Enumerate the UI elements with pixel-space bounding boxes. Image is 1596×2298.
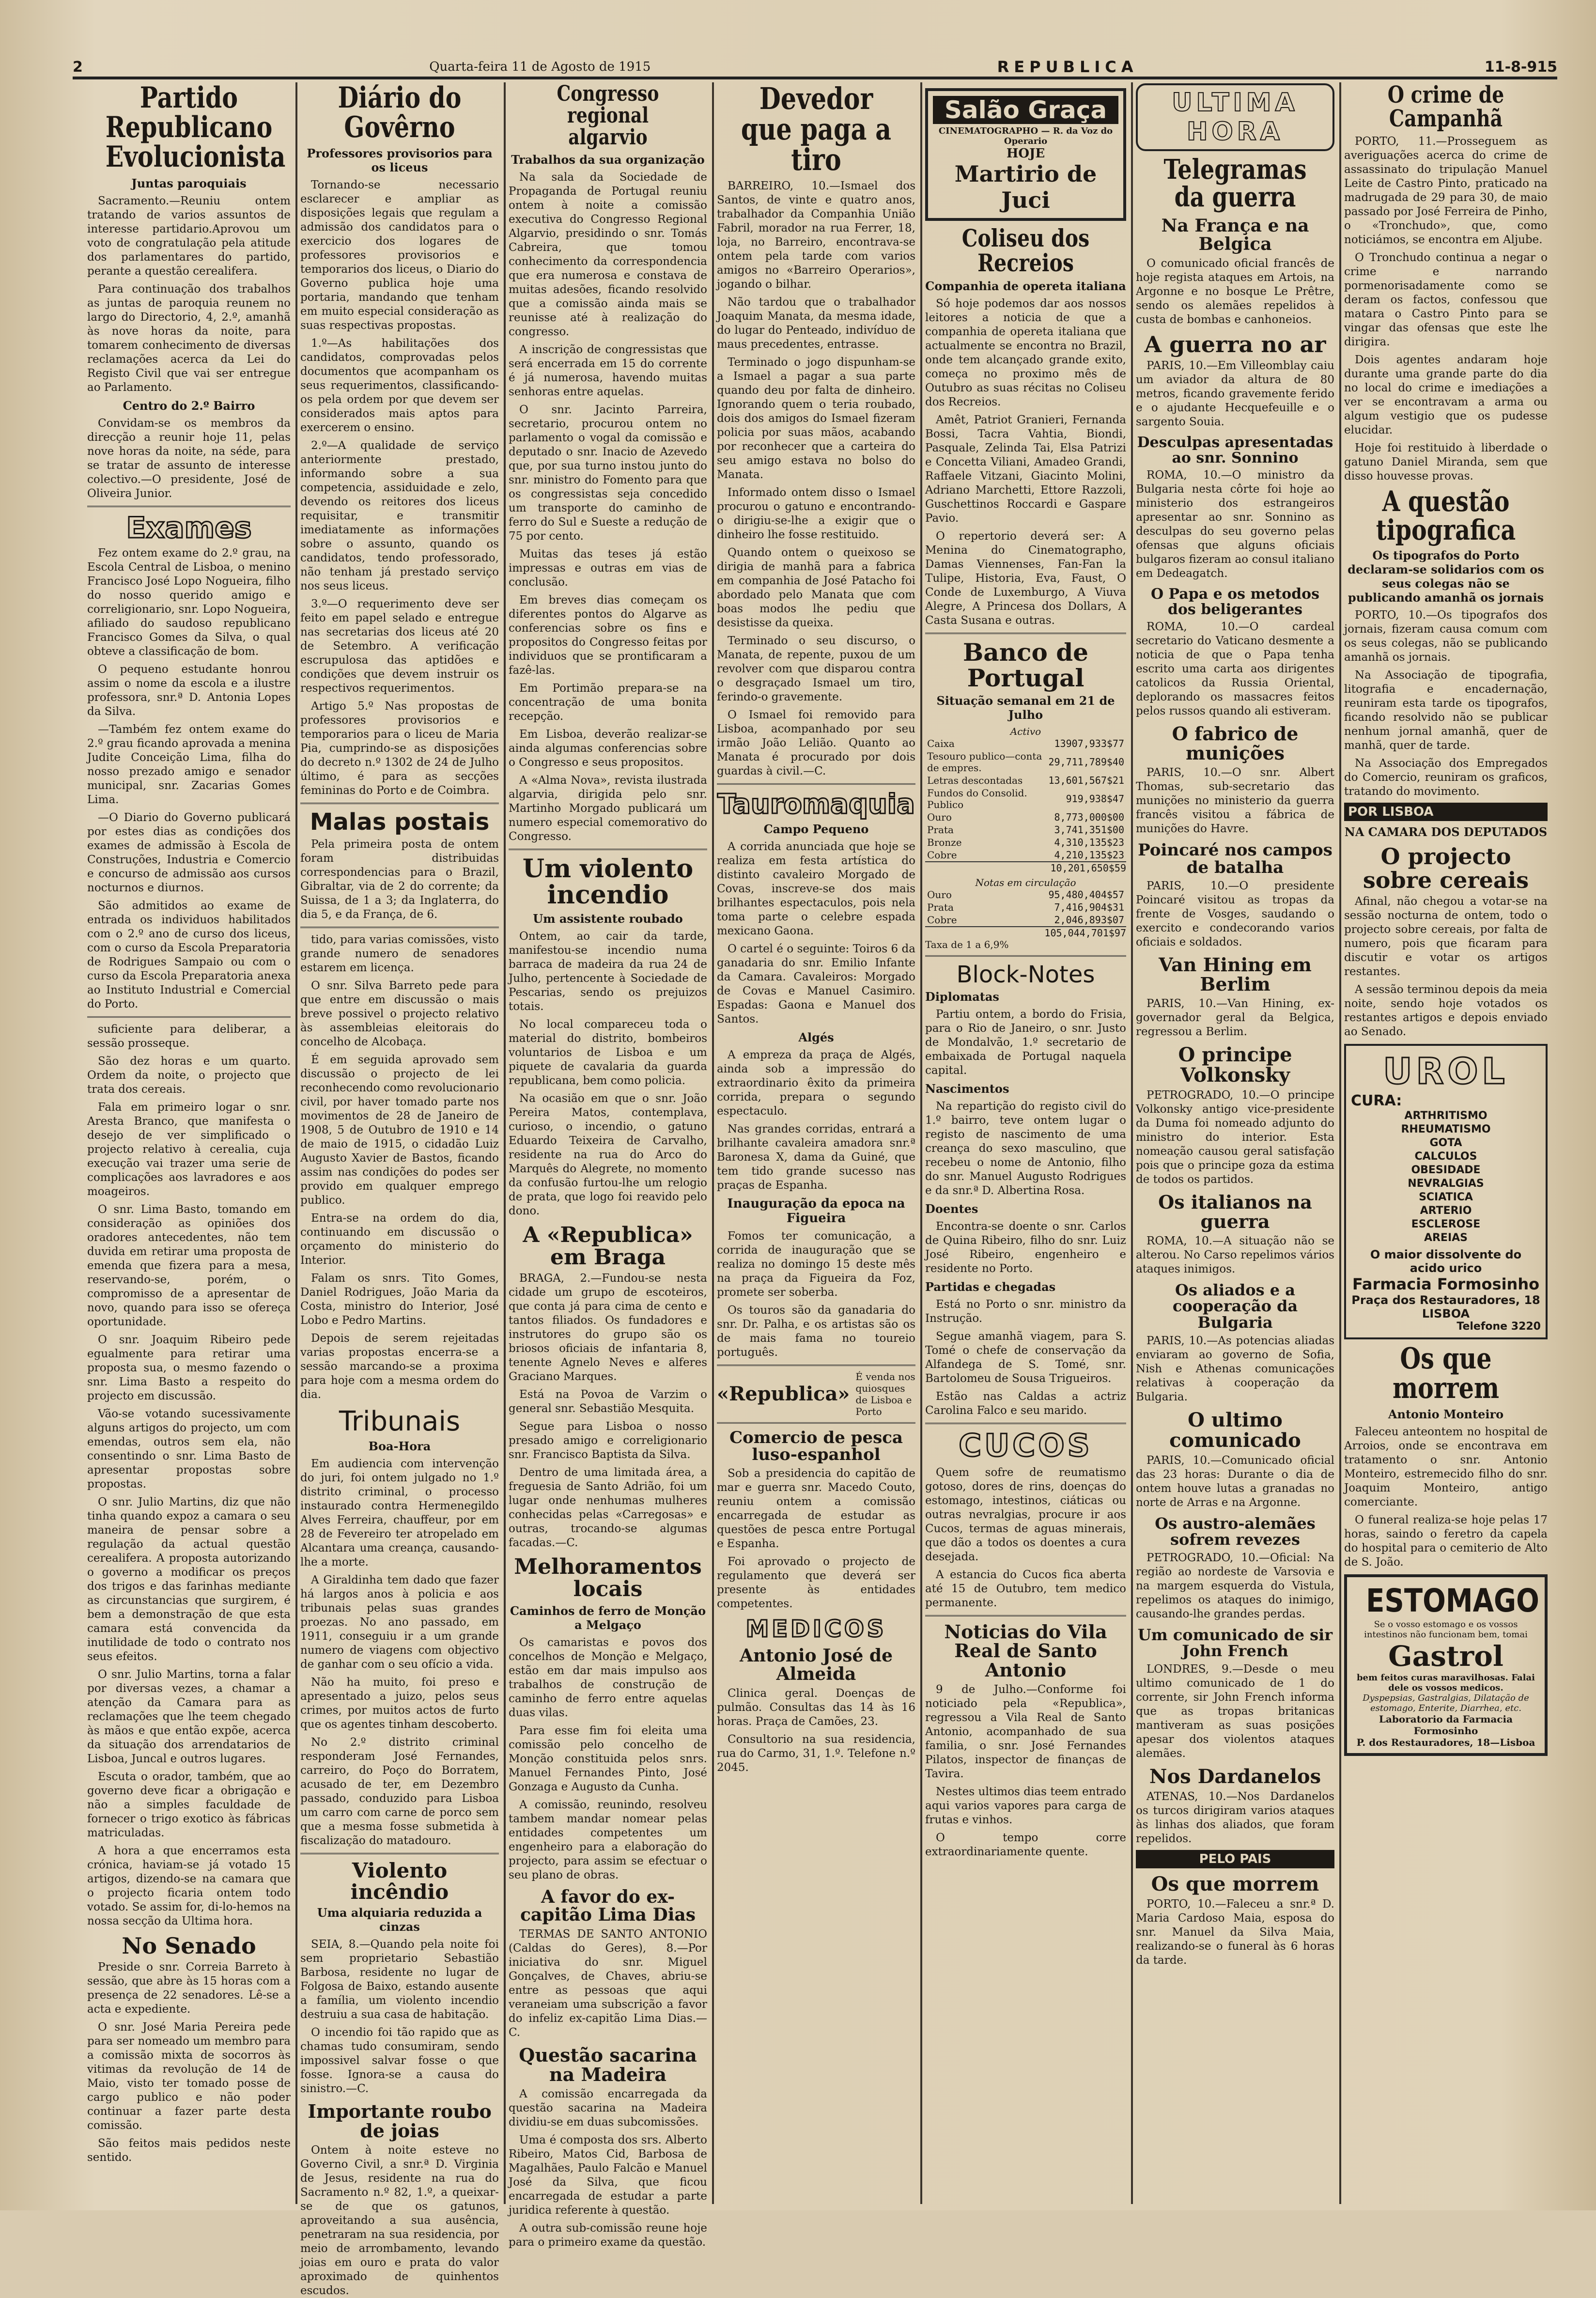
gastrol-address: P. dos Restauradores, 18—Lisboa xyxy=(1356,1737,1535,1749)
estomago-title: ESTOMAGO xyxy=(1366,1582,1539,1620)
gastrol-title: Gastrol xyxy=(1388,1640,1503,1673)
headline-sacarina: Questão sacarina na Madeira xyxy=(519,2044,697,2086)
article-paragraph: A empreza da praça de Algés, ainda sob a impressão do extraordinario êxito da primeira corrida, prepara o segundo espectaculo. xyxy=(717,1048,915,1118)
article-paragraph: Na Associação de tipografia, litografia e encadernação, reuniram esta tarde os tipografos, ficando resolvido não se publicar nenhum jornal amanhã, quer de manhã, quer de tarde. xyxy=(1344,669,1548,752)
headline-vanhining: Van Hining em Berlim xyxy=(1159,954,1312,995)
banco-row-label: Cobre xyxy=(927,914,957,926)
article-paragraph: Só hoje podemos dar aos nossos leitores a noticia de que a companhia de opereta italiana que actualmente se encontra no Brazil, onde tem alcançado grande exito, começa no proximo mês de Outubro as suas récitas no Coliseu dos Recreios. xyxy=(925,297,1126,408)
banco-row-value: 919,938$47 xyxy=(1066,793,1124,805)
article-paragraph: 2.º—A qualidade de serviço anteriormente prestado, informando sobre a sua competencia, assiduidade e zelo, devendo os reitores dos liceus requisitar, e transmitir imediatamente as informações sobre o assunto, quando os candidatos, tendo professorado, não tenham já prestado serviço nos seus liceus. xyxy=(300,439,499,593)
article-paragraph: No local compareceu toda o material do distrito, bombeiros voluntarios de Lisboa e um piquete de cavalaria da guarda republicana, bem como policia. xyxy=(509,1018,707,1087)
banco-row xyxy=(925,849,1126,861)
separator xyxy=(717,783,915,785)
masthead-left-date: Quarta-feira 11 de Agosto de 1915 xyxy=(429,60,651,74)
article-paragraph: A Giraldinha tem dado que fazer há largos anos à policia e aos tribunais pelas suas grandes proezas. No ano passado, em 1911, conseguiu ir a um grande numero de viagens com objectivo de ganhar com o seu ofício a vida. xyxy=(300,1573,499,1671)
urol-address: Praça dos Restauradores, 18 xyxy=(1351,1293,1540,1307)
article-paragraph: A corrida anunciada que hoje se realiza em festa artística do distinto cavaleiro Morgado de Covas, inscreve-se dos mais brilhantes espectaculos, pois nela toma parte o celebre espada mexicano Gaona. xyxy=(717,840,915,937)
article-paragraph: Segue para Lisboa o nosso presado amigo e correligionario snr. Francisco Baptista da Silva. xyxy=(509,1420,707,1461)
subhead-inauguracao: Inauguração da epoca na Figueira xyxy=(727,1196,905,1226)
subhead-situacao: Situação semanal em 21 de Julho xyxy=(936,694,1115,722)
article-paragraph: Muitas das teses já estão impressas e outras em vias de conclusão. xyxy=(509,547,707,589)
article-paragraph: Artigo 5.º Nas propostas de professores provisorios e temporarios para o liceu de Maria Pia, cumprindo-se as disposições do decreto n.º 1302 de 24 de Julho último, é para as secções femininas do Porto e de Coimbra. xyxy=(300,700,499,797)
banco-table xyxy=(925,737,1126,861)
separator xyxy=(925,1615,1126,1616)
headline-braga: A «Republica» em Braga xyxy=(523,1222,693,1270)
article-paragraph: suficiente para deliberar, a sessão prosseque. xyxy=(87,1023,291,1050)
article-paragraph: Fez ontem exame do 2.º grau, na Escola Central de Lisboa, o menino Francisco José Lopo Nogueira, filho do nosso querido amigo e correligionario, snr. Lopo Nogueira, afiliado do saudoso republicano Francisco Gomes da Silva, o qual obteve a classificação de bom. xyxy=(87,546,291,658)
article-paragraph: O cartel é o seguinte: Toiros 6 da ganadaria do snr. Emilio Infante da Camara. Cavaleiros: Morgado de Covas e Manuel Casimiro. Espadas: Gaona e Manuel dos Santos. xyxy=(717,942,915,1025)
banco-row-value: 8,773,000$00 xyxy=(1054,811,1124,823)
article-paragraph: Nestes ultimos dias teem entrado aqui varios vapores para carga de frutas e vinhos. xyxy=(925,1786,1126,1827)
headline-vila-real: Noticias do Vila Real de Santo Antonio xyxy=(944,1620,1107,1681)
headline-comercio: Comercio de pesca luso-espanhol xyxy=(729,1428,903,1465)
article-paragraph: Fala em primeiro logar o snr. Aresta Branco, que manifesta o desejo de ver simplificado o projecto relativo à cerealia, cuja execução vai trazer uma serie de complicações aos lavradores e aos moageiros. xyxy=(87,1101,291,1198)
subhead-professores: Professores provisorios para os liceus xyxy=(307,146,493,175)
article-paragraph: tido, para varias comissões, visto grande numero de senadores estarem em licença. xyxy=(300,933,499,974)
subhead-assistente: Um assistente roubado xyxy=(533,911,683,926)
separator xyxy=(717,1422,915,1424)
separator xyxy=(509,849,707,850)
article-paragraph: Para continuação dos trabalhos as juntas de paroquia reunem no largo do Directorio, 4, 2.º, amanhã às nove horas da noite, para tomarem conhecimento de diversas reclamações acerca da Lei do Registo Civil que vai ser entregue ao Parlamento. xyxy=(87,282,291,394)
article-paragraph: 9 de Julho.—Conforme foi noticiado pela «Republica», regressou a Vila Real de Santo Antonio, acompanhado de sua familia, o snr. José Fernandes Pilatos, inspector de finanças de Tavira. xyxy=(925,1683,1126,1781)
column-rule xyxy=(1339,82,1341,2204)
article-paragraph: SEIA, 8.—Quando pela noite foi sem proprietario Sebastião Barbosa, residente no lugar de Folgosa de Baixo, estando ausente a família, um violento incendio destruiu a sua casa de habitação. xyxy=(300,1938,499,2021)
article-paragraph: Na repartição do registo civil do 1.º bairro, teve ontem lugar o registo de nascimento de uma creança do sexo masculino, que recebeu o nome de Antonio, filho do snr. Manuel Augusto Rodrigues e da snr.ª D. Albertina Rosa. xyxy=(925,1100,1126,1197)
separator xyxy=(300,803,499,804)
subhead-nascimentos: Nascimentos xyxy=(925,1082,1009,1096)
banco-total: 10,201,650$59 xyxy=(925,861,1126,874)
headline-banco: Banco de Portugal xyxy=(963,638,1088,692)
article-paragraph: —Também fez ontem exame do 2.º grau ficando aprovada a menina Judite Conceição Lima, filha do nosso prezado amigo e senador municipal, snr. Zacarias Gomes Lima. xyxy=(87,723,291,806)
article-paragraph: Não ha muito, foi preso e apresentado a juizo, pelos seus crimes, por muitos actos de furto que os agentes tinham descoberto. xyxy=(300,1676,499,1731)
column-rule xyxy=(1131,82,1133,2204)
article-paragraph: Em audiencia com intervenção do juri, foi ontem julgado no 1.º distrito criminal, o processo instaurado contra Hermenegildo Alves Ferreira, chauffeur, por em 28 de Fevereiro ter atropelado em Alcantara uma creança, causando-lhe a morte. xyxy=(300,1457,499,1568)
separator xyxy=(87,506,291,507)
subhead-franca-belgica: Na França e na Belgica xyxy=(1161,216,1309,255)
headline-melhoramentos: Melhoramentos locais xyxy=(514,1554,702,1602)
banco-activo-label: Activo xyxy=(1010,726,1041,737)
column-rule xyxy=(504,82,506,2204)
urol-list-item: SCIATICA xyxy=(1419,1191,1473,1203)
ultima-hora-banner: ULTIMA HORA xyxy=(1136,83,1334,151)
subhead-campo-pequeno: Campo Pequeno xyxy=(763,822,869,836)
banco-row xyxy=(925,914,1126,926)
urol-list-item: OBESIDADE xyxy=(1411,1164,1481,1176)
banco-row-value: 3,741,351$00 xyxy=(1054,824,1124,836)
urol-list xyxy=(1351,1109,1541,1245)
article-paragraph: Partiu ontem, a bordo do Frisia, para o Rio de Janeiro, o snr. Justo de Mondalvão, 1.º secretario de embaixada de Portugal naquela capital. xyxy=(925,1008,1126,1077)
headline-diario: Diário do Govêrno xyxy=(338,81,462,145)
separator xyxy=(925,633,1126,634)
urol-list-item: NEVRALGIAS xyxy=(1408,1177,1484,1190)
doctor-name: Antonio José de Almeida xyxy=(740,1646,893,1685)
article-paragraph: 1.º—As habilitações dos candidatos, comprovadas pelos documentos que acompanham os seus requerimentos, classificando-os pela ordem por que devem ser considerados mais aptos para exercerem o ensino. xyxy=(300,337,499,435)
article-paragraph: TERMAS DE SANTO ANTONIO (Caldas do Geres), 8.—Por iniciativa do snr. Miguel Gonçalves, de Chaves, abriu-se entre as pessoas que aqui veraneiam uma subscrição a favor do infeliz ex-capitão Lima Dias.—C. xyxy=(509,1928,707,2039)
article-paragraph: O pequeno estudante honrou assim o nome da escola e a ilustre professora, snr.ª D. Antonia Lopes da Silva. xyxy=(87,663,291,718)
article-paragraph: Dentro de uma limitada área, a freguesia de Santo Adrião, foi um lugar onde nenhumas mulheres conhecidas pelas «Carregosas» e outras, trocando-se algumas facadas.—C. xyxy=(509,1466,707,1550)
article-paragraph: BRAGA, 2.—Fundou-se nesta cidade um grupo de escoteiros, que conta já para cima de cento e tantos filiados. Os fundadores e instrutores do grupo são os briosos oficiais de infantaria 8, tenente Agnelo Neves e alferes Graciano Marques. xyxy=(509,1272,707,1383)
masthead-right-date: 11-8-915 xyxy=(1484,58,1557,76)
article-paragraph: Afinal, não chegou a votar-se na sessão nocturna de ontem, todo o projecto sobre cereais, por falta de numero, pois que ficaram para discutir e votar os artigos restantes. xyxy=(1344,895,1548,978)
urol-title: UROL xyxy=(1383,1050,1509,1092)
article-paragraph: A hora a que encerramos esta crónica, haviam-se já votado 15 artigos, dizendo-se na camara que o projecto ficaria ontem todo votado. Se assim for, di-lo-hemos na nossa secção da Ultima hora. xyxy=(87,1844,291,1927)
article-paragraph: O snr. Julio Martins, diz que não tinha quando expoz a camara o seu maneira de pensar sobre a regulação da actual questão cerealifera. A proposta autorizando o governo a modificar os preços dos trigos e das farinhas mediante as circunstancias que surgirem, é bem a demonstração de que esta camara está convencida da inutilidade de todo o contrato nos seus efeitos. xyxy=(87,1495,291,1663)
article-paragraph: São admitidos ao exame de entrada os individuos habilitados com o 2.º ano de curso dos liceus, com o curso da Escola Preparatoria de Rodrigues Sampaio ou com o curso da Escola Preparatoria anexa ao Instituto Industrial e Comercial do Porto. xyxy=(87,899,291,1010)
article-paragraph: Faleceu anteontem no hospital de Arroios, onde se encontrava em tratamento o snr. Antonio Monteiro, estremecido filho do snr. Joaquim Monteiro, antigo comerciante. xyxy=(1344,1426,1548,1509)
article-paragraph: PORTO, 10.—Faleceu a snr.ª D. Maria Cardoso Maia, esposa do snr. Manuel da Silva Maia, realizando-se o funeral às 6 horas da tarde. xyxy=(1136,1897,1334,1967)
article-paragraph: O funeral realiza-se hoje pelas 17 horas, saindo o feretro da capela do hospital para o cemiterio de Alto de S. João. xyxy=(1344,1514,1548,1569)
article-paragraph: São dez horas e um quarto. Ordem da noite, o projecto que trata dos cereais. xyxy=(87,1055,291,1096)
banco-table-2 xyxy=(925,888,1126,926)
headline-no-senado: No Senado xyxy=(122,1932,256,1959)
republica-ad-title: «Republica» xyxy=(717,1382,850,1405)
banco-row-label: Ouro xyxy=(927,889,952,901)
banco-total-2: 105,044,701$97 xyxy=(925,926,1126,939)
headline-telegramas: Telegramas da guerra xyxy=(1163,154,1307,214)
headline-congresso: Congresso regional algarvio xyxy=(557,81,659,150)
article-paragraph: PARIS, 10.—O presidente Poincaré visitou as tropas da frente de Vosges, saudando o exercito e condecorando varios oficiais e soldados. xyxy=(1136,880,1334,949)
article-paragraph: Fomos ter comunicação, a corrida de inauguração que se realiza no domingo 15 deste mês na praça da Figueira da Foz, promete ser soberba. xyxy=(717,1229,915,1299)
column-1 xyxy=(87,83,291,2205)
headline-morrem-7: Os que morrem xyxy=(1392,1341,1500,1405)
article-paragraph: Entra-se na ordem do dia, continuando em discussão o orçamento do ministerio do Interior. xyxy=(300,1211,499,1267)
headline-tribunais: Tribunais xyxy=(339,1405,461,1437)
banco-row xyxy=(925,787,1126,811)
headline-french: Um comunicado de sir John French xyxy=(1137,1625,1333,1661)
article-paragraph: 3.º—O requerimento deve ser feito em papel selado e entregue nas secretarias dos liceus até 20 de Setembro. A verificação escrupulosa das aptidões e condições que devem instruir os respectivos requerimentos. xyxy=(300,598,499,695)
article-paragraph: Ontem à noite esteve no Governo Civil, a snr.ª D. Virginia de Jesus, residente na rua do Sacramento n.º 82, 1.º, a queixar-se de que os gatunos, aproveitando a sua ausência, penetraram na sua residencia, por meio de arrombamento, levando joias em ouro e prata do valor aproximado de quinhentos escudos. xyxy=(300,2143,499,2297)
article-paragraph: O snr. Joaquim Ribeiro pede egualmente para retirar uma proposta sua, o mesmo fazendo o snr. Lima Basto a respeito do projecto em discussão. xyxy=(87,1333,291,1402)
article-paragraph: O comunicado oficial francês de hoje regista ataques em Artois, na Argonne e no bosque Le Prêtre, sendo os alemães repelidos à custa de bombas e canhoneios. xyxy=(1136,257,1334,326)
banco-row-label: Ouro xyxy=(927,811,952,823)
article-paragraph: ROMA, 10.—O ministro da Bulgaria nesta côrte foi hoje ao ministerio dos estrangeiros apresentar ao snr. Sonnino as desculpas do seu governo pelas ofensas que alguns oficiais bulgaros fizeram ao consul italiano em Dedeagatch. xyxy=(1136,469,1334,580)
banco-row-label: Fundos do Consolid. Publico xyxy=(927,787,1027,810)
subhead-antonio-monteiro: Antonio Monteiro xyxy=(1388,1407,1504,1422)
salao-feature: Martirio de Juci xyxy=(954,161,1097,213)
article-paragraph: Ontem, ao cair da tarde, manifestou-se incendio numa barraca de madeira da rua 24 de Julho, pertencente à Sociedade de Pescarias, sendo os prejuizos totais. xyxy=(509,930,707,1013)
banco-row-label: Letras descontadas xyxy=(927,775,1023,786)
article-paragraph: Em Lisboa, deverão realizar-se ainda algumas conferencias sobre o Congresso e seus propositos. xyxy=(509,728,707,769)
banco-row xyxy=(925,823,1126,836)
masthead-paper-name: REPUBLICA xyxy=(997,58,1138,76)
article-paragraph: Em breves dias começam os diferentes pontos do Algarve as conferencias sobre os fins e propositos do Congresso feitas por individuos que se prontificaram a fazê-las. xyxy=(509,593,707,677)
separator xyxy=(925,1423,1126,1424)
banco-row-value: 29,711,789$40 xyxy=(1048,756,1124,768)
urol-list-item: AREIAS xyxy=(1424,1231,1468,1244)
headline-questao: A questão tipografica xyxy=(1376,484,1516,547)
urol-farmacia: Farmacia Formosinho xyxy=(1352,1274,1540,1293)
article-paragraph: A estancia do Cucos fica aberta até 15 de Outubro, tem medico permanente. xyxy=(925,1568,1126,1609)
article-paragraph: ROMA, 10.—O cardeal secretario do Vaticano desmente a noticia de que o Papa tenha escrito uma carta aos dirigentes catolicos da Russia Oriental, deplorando os massacres feitos pelos russos quando ali estiveram. xyxy=(1136,621,1334,718)
column-5 xyxy=(925,83,1126,2205)
banco-taxa: Taxa de 1 a 6,9% xyxy=(925,939,1009,950)
urol-list-item: ARTERIO xyxy=(1420,1204,1472,1217)
por-lisboa-label: POR LISBOA xyxy=(1344,803,1548,821)
headline-projecto: O projecto sobre cereais xyxy=(1363,843,1529,893)
article-paragraph: BARREIRO, 10.—Ismael dos Santos, de vinte e quatro anos, trabalhador da Companhia União Fabril, morador na rua Ferrer, 18, loja, no Barreiro, encontrava-se ontem pela tarde com varios amigos no «Barreiro Operarios», jogando o bilhar. xyxy=(717,179,915,291)
article-paragraph: ATENAS, 10.—Nos Dardanelos os turcos dirigiram varios ataques às linhas dos aliados, que foram repelidos. xyxy=(1136,1790,1334,1845)
article-paragraph: ROMA, 10.—A situação não se alterou. No Carso repelimos vários ataques inimigos. xyxy=(1136,1234,1334,1275)
banco-row-label: Caixa xyxy=(927,738,955,749)
banco-circ-label: Notas em circulação xyxy=(975,877,1076,888)
banco-row-label: Prata xyxy=(927,901,954,913)
column-rule xyxy=(920,82,922,2204)
article-paragraph: Na ocasião em que o snr. João Pereira Matos, contemplava, curioso, o incendio, o gatuno Eduardo Teixeira de Carvalho, residente na rua do Arco do Marquês do Alegrete, no momento da confusão furtou-lhe um relogio de prata, que logo foi reavido pelo dono. xyxy=(509,1092,707,1217)
article-paragraph: Os touros são da ganadaria do snr. Dr. Palha, e os artistas são os de mais fama no toureio português. xyxy=(717,1304,915,1359)
article-paragraph: O Ismael foi removido para Lisboa, acompanhado por seu irmão João Lelião. Quanto ao Manata é procurado por dois guardas à civil.—C. xyxy=(717,708,915,777)
article-paragraph: PARIS, 10.—Em Villeomblay caiu um aviador da altura de 80 metros, ficando gravemente ferido e o ajudante Hecquefeuille e o sargento Souia. xyxy=(1136,359,1334,429)
article-paragraph: É em seguida aprovado sem discussão o projecto de lei reconhecendo como revolucionario civil, por haver tomado parte nos movimentos de 28 de Janeiro de 1908, 5 de Outubro de 1910 e 14 de maio de 1915, o cidadão Luiz Augusto Xavier de Bastos, ficando assim nas condições do podes ser provido em qualquer emprego publico. xyxy=(300,1053,499,1207)
subhead-doentes: Doentes xyxy=(925,1202,978,1216)
article-paragraph: Terminado o jogo dispunham-se a Ismael a pagar a sua parte quando deu por falta de dinheiro. Ignorando quem o teria roubado, dois dos amigos do Ismael fizeram policia por suas mãos, acabando por reconhecer que a carteira do seu amigo estava no bolso do Manata. xyxy=(717,356,915,481)
separator xyxy=(925,955,1126,957)
separator xyxy=(300,1853,499,1854)
gastrol-ad xyxy=(1344,1574,1548,1756)
article-paragraph: Nas grandes corridas, entrará a brilhante cavaleira amadora snr.ª Baronesa X, dama da Guiné, que tem tido grande sucesso nas praças de Espanha. xyxy=(717,1122,915,1192)
banco-row xyxy=(925,836,1126,849)
banco-row xyxy=(925,737,1126,750)
article-paragraph: O repertorio deverá ser: A Menina do Cinematographo, Damas Viennenses, Fan-Fan la Tulipe, Historia, Eva, Faust, O Conde de Luxemburgo, A Viuva Alegre, A Princesa dos Dollars, A Casta Susana e outras. xyxy=(925,530,1126,627)
headline-ultimo: O ultimo comunicado xyxy=(1169,1408,1301,1452)
headline-partido: Partido Republicano Evolucionista xyxy=(105,81,286,174)
headline-incendio: Um violento incendio xyxy=(522,854,694,910)
column-4 xyxy=(717,83,915,2205)
column-rule xyxy=(712,82,714,2204)
article-paragraph: Está no Porto o snr. ministro da Instrução. xyxy=(925,1298,1126,1325)
headline-guerra-ar: A guerra no ar xyxy=(1144,331,1326,357)
article-paragraph: PARIS, 10.—Van Hining, ex-governador geral da Belgica, regressou a Berlim. xyxy=(1136,997,1334,1039)
article-paragraph: O tempo corre extraordinariamente quente. xyxy=(925,1832,1126,1859)
urol-list-item: ARTHRITISMO xyxy=(1404,1109,1488,1122)
article-paragraph: No 2.º distrito criminal responderam José Fernandes, carreiro, do Poço do Borratem, acusado de ter, em Dezembro passado, conduzido para Lisboa um carro com carne de porco sem que a mesma fosse submetida à fiscalização do matadouro. xyxy=(300,1736,499,1847)
headline-tauromaquia: Tauromaquia xyxy=(717,788,915,820)
banco-row xyxy=(925,750,1126,774)
urol-ad xyxy=(1344,1044,1548,1339)
headline-papa: O Papa e os metodos dos beligerantes xyxy=(1150,586,1320,618)
article-paragraph: A outra sub-comissão reune hoje para o primeiro exame da questão. xyxy=(509,2221,707,2249)
banco-row-value: 95,480,404$57 xyxy=(1048,889,1124,901)
article-paragraph: Encontra-se doente o snr. Carlos de Quina Ribeiro, filho do snr. Luiz José Ribeiro, engenheiro e residente no Porto. xyxy=(925,1220,1126,1275)
banco-row xyxy=(925,901,1126,914)
subhead-boa-hora: Boa-Hora xyxy=(368,1439,431,1453)
headline-exames: Exames xyxy=(126,511,252,545)
urol-list-item: CALCULOS xyxy=(1414,1150,1477,1163)
banco-row xyxy=(925,774,1126,787)
article-paragraph: Tornando-se necessario esclarecer e ampliar as disposições legais que regulam a admissão dos candidatos para o exercicio dos logares de professores provisorios e temporarios dos liceus, o Diario do Governo publica hoje uma portaria, mandando que tenham em muito especial consideração as suas respectivas propostas. xyxy=(300,179,499,332)
headline-violento: Violento incêndio xyxy=(350,1858,449,1904)
column-7 xyxy=(1344,83,1548,2205)
headline-roubo: Importante roubo de joias xyxy=(308,2100,492,2142)
article-paragraph: Na Associação dos Empregados do Comercio, reuniram os graficos, tratando do movimento. xyxy=(1344,757,1548,798)
banco-row-value: 4,310,135$23 xyxy=(1054,837,1124,848)
republica-ad-text: É venda nos quiosques de Lisboa e Porto xyxy=(855,1370,915,1417)
banco-row-value: 4,210,135$23 xyxy=(1054,849,1124,861)
column-2 xyxy=(300,81,499,2297)
urol-list-item: GOTA xyxy=(1429,1136,1462,1149)
urol-dissolvente: O maior dissolvente do acido urico xyxy=(1370,1247,1522,1275)
subhead-partidas: Partidas e chegadas xyxy=(925,1280,1056,1294)
banco-row-value: 2,046,893$07 xyxy=(1054,914,1124,926)
article-paragraph: PORTO, 11.—Prosseguem as averiguações acerca do crime de assassinato do tripulação Manuel Leite de Castro Pinto, praticado na madrugada de 29 para 30, de maio passado por José Ferreira de Pinho, o «Tronchudo», que, como noticiámos, se encontra em Aljube. xyxy=(1344,135,1548,246)
article-paragraph: PARIS, 10.—Comunicado oficial das 23 horas: Durante o dia de ontem houve lutas a granadas no norte de Arras e na Argonne. xyxy=(1136,1454,1334,1509)
separator xyxy=(87,1016,291,1018)
masthead xyxy=(73,57,1557,79)
gastrol-text: bem feitos curas maravilhosas. Falai dele os vossos medicos. xyxy=(1356,1673,1535,1693)
article-paragraph: São feitos mais pedidos neste sentido. xyxy=(87,2137,291,2164)
subhead-diplomatas: Diplomatas xyxy=(925,990,999,1004)
article-paragraph: O snr. José Maria Pereira pede para ser nomeado um membro para a comissão mixta de socorros às vitimas da revolução de 14 de Maio, visto ter tomado posse de cargo publico e não poder continuar a fazer parte desta comissão. xyxy=(87,2020,291,2132)
headline-favor: A favor do ex-capitão Lima Dias xyxy=(520,1886,696,1925)
headline-austro: Os austro-alemães sofrem revezes xyxy=(1155,1514,1316,1549)
article-paragraph: —O Diario do Governo publicará por estes dias as condições dos exames de admissão à Escola de Construções, Industria e Comercio e concurso de admissão aos cursos nocturnos e diurnos. xyxy=(87,811,291,894)
banco-row-label: Cobre xyxy=(927,849,957,861)
salao-hoje: HOJE xyxy=(1006,146,1045,161)
subhead-trabalhos: Trabalhos da sua organização xyxy=(511,152,705,167)
column-rule xyxy=(295,82,297,2204)
urol-phone: Telefone 3220 xyxy=(1457,1320,1541,1333)
subhead-alges: Algés xyxy=(798,1030,834,1044)
article-paragraph: Para esse fim foi eleita uma comissão pelo concelho de Monção constituida pelos snrs. Manuel Fernandes Pinto, José Gonzaga e Augusto da Cunha. xyxy=(509,1724,707,1793)
headline-coliseu: Coliseu dos Recreios xyxy=(961,224,1090,277)
article-paragraph: Vão-se votando sucessivamente alguns artigos do projecto, um com emendas, outros sem ela, não consentindo o snr. Lima Basto de apresentar propostas sobre propostas. xyxy=(87,1407,291,1491)
article-paragraph: PARIS, 10.—O snr. Albert Thomas, sub-secretario das munições no ministerio da guerra francês visitou a fábrica de munições do Havre. xyxy=(1136,766,1334,835)
article-paragraph: Estão nas Caldas a actriz Carolina Falco e seu marido. xyxy=(925,1390,1126,1417)
article-paragraph: Não tardou que o trabalhador Joaquim Manata, da mesma idade, do lugar do Penteado, indivíduo de maus precedentes, entrasse. xyxy=(717,295,915,351)
urol-list-item: RHEUMATISMO xyxy=(1401,1123,1491,1135)
headline-crime: O crime de Campanhã xyxy=(1387,81,1504,132)
article-paragraph: Pela primeira posta de ontem foram distribuidas correspondencias para o Brazil, Gibraltar, via de 2 do corrente; da Suissa, de 1 a 3; da Inglaterra, do dia 5, e da França, de 6. xyxy=(300,838,499,921)
masthead-page-number: 2 xyxy=(73,58,83,76)
banco-row-value: 13,601,567$21 xyxy=(1048,775,1124,786)
subhead-tipografos: Os tipografos do Porto declaram-se solidarios com os seus colegas não se publicando amanhã os jornais xyxy=(1348,548,1544,605)
urol-city: LISBOA xyxy=(1422,1306,1470,1320)
article-paragraph: PETROGRADO, 10.—O principe Volkonsky antigo vice-presidente da Duma foi nomeado adjunto do ministro do interior. Esta nomeação causou geral satisfação pois que o principe goza da estima de todos os partidos. xyxy=(1136,1089,1334,1186)
banco-row xyxy=(925,811,1126,823)
article-paragraph: O snr. Lima Basto, tomando em consideração as opiniões dos oradores antecedentes, não tem duvida em retirar uma proposta de emenda que fizera para a mesa, reservando-se, porém, o compromisso de a apresentar de novo, quando para isso se ofereça oportunidade. xyxy=(87,1203,291,1328)
separator xyxy=(717,1365,915,1366)
article-paragraph: Foi aprovado o projecto de regulamento que deverá ser presente às entidades competentes. xyxy=(717,1555,915,1610)
article-paragraph: A «Alma Nova», revista ilustrada algarvia, dirigida pelo snr. Martinho Morgado publicará um numero especial comemorativo do Congresso. xyxy=(509,774,707,843)
banco-row-value: 13907,933$77 xyxy=(1054,738,1124,749)
subhead-camara: NA CAMARA DOS DEPUTADOS xyxy=(1344,825,1548,839)
subhead-alquiaria: Uma alquiaria reduzida a cinzas xyxy=(317,1905,482,1934)
banco-row-label: Bronze xyxy=(927,837,962,848)
subhead-opereta: Companhia de opereta italiana xyxy=(925,279,1126,293)
article-paragraph: O Tronchudo continua a negar o crime e narrando pormenorisadamente como se deram os factos, confessou que matara o Castro Pinto para se vingar das ofensas que este lhe dirigira. xyxy=(1344,251,1548,348)
banco-row-value: 7,416,904$31 xyxy=(1054,901,1124,913)
article-paragraph: A inscrição de congressistas que será encerrada em 15 do corrente é já numerosa, havendo muitas senhoras entre aquelas. xyxy=(509,343,707,398)
gastrol-lab: Laboratorio da Farmacia Formosinho xyxy=(1379,1713,1513,1737)
urol-cura: CURA: xyxy=(1351,1092,1402,1109)
gastrol-list: Dyspepsias, Gastralgias, Dilatação de estomago, Enterite, Diarrhea, etc. xyxy=(1363,1693,1529,1714)
salao-sub: CINEMATOGRAPHO — R. da Voz do Operario xyxy=(938,126,1113,146)
headline-dardanelos: Nos Dardanelos xyxy=(1149,1765,1321,1788)
article-paragraph: Amêt, Patriot Granieri, Fernanda Bossi, Tacra Vahtia, Biondi, Pasquale, Zelinda Tai, Elsa Patrizi e Concetta Viliani, Amadeo Grandi, Raffaele Vitzani, Giacinto Molini, Adriano Marchetti, Ettore Razzoli, Guschettinos Roccardi e Gaspare Pavio. xyxy=(925,414,1126,525)
headline-desculpas: Desculpas apresentadas ao snr. Sonnino xyxy=(1137,434,1333,466)
article-paragraph: Falam os snrs. Tito Gomes, Daniel Rodrigues, João Maria da Costa, ministro do Interior, José Lobo e Pedro Martins. xyxy=(300,1272,499,1327)
article-paragraph: Sob a presidencia do capitão de mar e guerra snr. Macedo Couto, reuniu ontem a comissão encarregada de estudar as questões de pesca entre Portugal e Espanha. xyxy=(717,1467,915,1550)
article-paragraph: O incendio foi tão rapido que as chamas tudo consumiram, sendo impossivel salvar fosse o que fosse. Ignora-se a causa do sinistro.—C. xyxy=(300,2026,499,2095)
salao-title: Salão Graça xyxy=(933,96,1118,124)
banco-row xyxy=(925,888,1126,901)
article-paragraph: Na sala da Sociedade de Propaganda de Portugal reuniu ontem à noite a comissão executiva do Congresso Regional Algarvio, presidindo o snr. Tomás Cabreira, que tomou conhecimento da correspondencia que era numerosa e constava de muitas adesões, ficando resolvido que a comissão ainda mais se reunisse até à realização do congresso. xyxy=(509,171,707,338)
article-paragraph: Está na Povoa de Varzim o general snr. Sebastião Mesquita. xyxy=(509,1388,707,1415)
headline-malas: Malas postais xyxy=(310,808,490,836)
article-paragraph: Escuta o orador, também, que ao governo deve ficar a obrigação e não a simples faculdade de fornecer o trigo exotico às fábricas matriculadas. xyxy=(87,1770,291,1839)
article-paragraph: Segue amanhã viagem, para S. Tomé o chefe de conservação da Alfandega de S. Tomé, snr. Bartolomeu de Sousa Trigueiros. xyxy=(925,1330,1126,1385)
article-paragraph: A comissão, reunindo, resolveu tambem mandar nomear pelas entidades competentes um engenheiro para a elaboração do projecto, para assim se efectuar o seu plano de obras. xyxy=(509,1798,707,1881)
banco-row-label: Tesouro publico—conta de empres. xyxy=(927,750,1042,774)
column-6 xyxy=(1136,83,1334,2205)
article-paragraph: Informado ontem disso o Ismael procurou o gatuno e encontrando-o dirigiu-se-lhe a exigir que o dinheiro lhe fosse restituido. xyxy=(717,486,915,541)
headline-aliados: Os aliados e a cooperação da Bulgaria xyxy=(1172,1280,1298,1332)
article-paragraph: O snr. Julio Martins, torna a falar por diversas vezes, a chamar a atenção da Camara para as reclamações que lhe teem chegado às mãos e que então expõe, acerca da situação dos arrendatarios de Lisboa, Juncal e outros lugares. xyxy=(87,1668,291,1765)
headline-devedor: Devedor que paga a tiro xyxy=(741,81,892,178)
urol-list-item: ESCLEROSE xyxy=(1411,1218,1481,1230)
subhead-caminhos: Caminhos de ferro de Monção a Melgaço xyxy=(510,1603,706,1632)
article-paragraph: Os camaristas e povos dos concelhos de Monção e Melgaço, estão em dar mais impulso aos trabalhos de construção de caminho de ferro entre aquelas duas vilas. xyxy=(509,1636,707,1719)
article-paragraph: Depois de serem rejeitadas varias propostas encerra-se a sessão marcando-se a proxima para hoje com a mesma ordem do dia. xyxy=(300,1332,499,1401)
headline-medicos: MEDICOS xyxy=(745,1615,887,1643)
headline-morrem-6: Os que morrem xyxy=(1151,1872,1319,1895)
article-paragraph: A sessão terminou depois da meia noite, sendo hoje votados os restantes artigos e depois enviado ao Senado. xyxy=(1344,983,1548,1038)
article-paragraph: PETROGRADO, 10.—Oficial: Na região ao nordeste de Varsovia e na margem esquerda do Vistula, repelimos os ataques do inimigo, causando-lhe grandes perdas. xyxy=(1136,1551,1334,1620)
article-paragraph: LONDRES, 9.—Desde o meu ultimo comunicado de 1 do corrente, sir John French informa que as tropas britanicas mantiveram as suas posições apesar dos violentos ataques alemães. xyxy=(1136,1662,1334,1760)
column-3 xyxy=(509,81,707,2249)
article-paragraph: Quem sofre de reumatismo gotoso, dores de rins, doenças do estomago, intestinos, ciáticas ou outras nevralgias, procure ir aos Cucos, termas de aguas minerais, que dão a todos os doentes a cura desejada. xyxy=(925,1466,1126,1563)
article-paragraph: Terminado o seu discurso, o Manata, de repente, puxou de um revolver com que disparou contra o desgraçado Ismael um tiro, ferindo-o gravemente. xyxy=(717,634,915,703)
article-paragraph: Quando ontem o queixoso se dirigia de manhã para a fabrica em companhia de José Patacho foi abordado pelo Manata que com boas modos lhe pediu que desistisse da queixa. xyxy=(717,546,915,629)
separator xyxy=(300,927,499,928)
article-paragraph: Convidam-se os membros da direcção a reunir hoje 11, pelas nove horas da noite, na séde, para se tratar de assunto de interesse colectivo.—O presidente, José de Oliveira Junior. xyxy=(87,417,291,500)
article-paragraph: A comissão encarregada da questão sacarina na Madeira dividiu-se em duas subcomissões. xyxy=(509,2087,707,2128)
article-paragraph: O snr. Silva Barreto pede para que entre em discussão o mais breve possivel o projecto relativo às assembleias eleitorais do concelho de Alcobaça. xyxy=(300,979,499,1048)
article-paragraph: Uma é composta dos srs. Alberto Ribeiro, Matos Cid, Barbosa de Magalhães, Paulo Falcão e Manuel José da Silva, que ficou encarregada de estudar a parte juridica referente à questão. xyxy=(509,2133,707,2217)
article-paragraph: O snr. Jacinto Parreira, secretario, procurou ontem no parlamento o vogal da comissão e deputado o snr. Inacio de Azevedo que, por sua turno instou junto do snr. ministro do Fomento para que os congressistas seja concedido um transporte do caminho de ferro do Sul e Sueste a redução de 75 por cento. xyxy=(509,403,707,543)
banco-row-label: Prata xyxy=(927,824,954,836)
article-paragraph: PARIS, 10.—As potencias aliadas enviaram ao governo de Sofia, Nish e Athenas comunicações relativas à cooperação da Bulgaria. xyxy=(1136,1334,1334,1403)
article-paragraph: PORTO, 10.—Os tipografos dos jornais, fizeram causa comum com os seus colegas, não se publicando amanhã os jornais. xyxy=(1344,609,1548,664)
headline-block-notes: Block-Notes xyxy=(956,961,1095,988)
republica-ad xyxy=(717,1371,915,1417)
article-paragraph: Clinica geral. Doenças de pulmão. Consultas das 14 às 16 horas. Praça de Camões, 23. xyxy=(717,1687,915,1728)
article-paragraph: Em Portimão prepara-se na concentração de uma bonita recepção. xyxy=(509,682,707,723)
article-paragraph: Consultorio na sua residencia, rua do Carmo, 31, 1.º. Telefone n.º 2045. xyxy=(717,1733,915,1774)
subhead-juntas: Juntas paroquiais xyxy=(131,176,247,190)
pelo-pais-label: PELO PAIS xyxy=(1136,1850,1334,1868)
headline-poincare: Poincaré nos campos de batalha xyxy=(1138,840,1333,877)
headline-fabrico: O fabrico de munições xyxy=(1172,723,1299,764)
article-paragraph: Preside o snr. Correia Barreto à sessão, que abre às 15 horas com a presença de 22 senadores. Lê-se a acta e expediente. xyxy=(87,1960,291,2016)
article-paragraph: Hoje foi restituido à liberdade o gatuno Daniel Miranda, sem que disso houvesse provas. xyxy=(1344,441,1548,482)
article-paragraph: Sacramento.—Reuniu ontem tratando de varios assuntos de interesse partidario.Aprovou um voto de congratulação pela atitude dos parlamentares do partido, perante a questão cerealifera. xyxy=(87,194,291,278)
headline-volkonsky: O principe Volkonsky xyxy=(1178,1043,1292,1087)
estomago-text: Se o vosso estomago e os vossos intestinos não funcionam bem, tomai xyxy=(1364,1619,1528,1640)
salao-graca-ad xyxy=(925,88,1126,221)
subhead-centro: Centro do 2.º Bairro xyxy=(123,398,255,413)
article-paragraph: Dois agentes andaram hoje durante uma grande parte do dia no local do crime e imediações a ver se encontravam a arma ou algum vestigio que os pudesse elucidar. xyxy=(1344,353,1548,436)
headline-cucos: CUCOS xyxy=(959,1428,1093,1464)
headline-italianos: Os italianos na guerra xyxy=(1158,1191,1312,1232)
